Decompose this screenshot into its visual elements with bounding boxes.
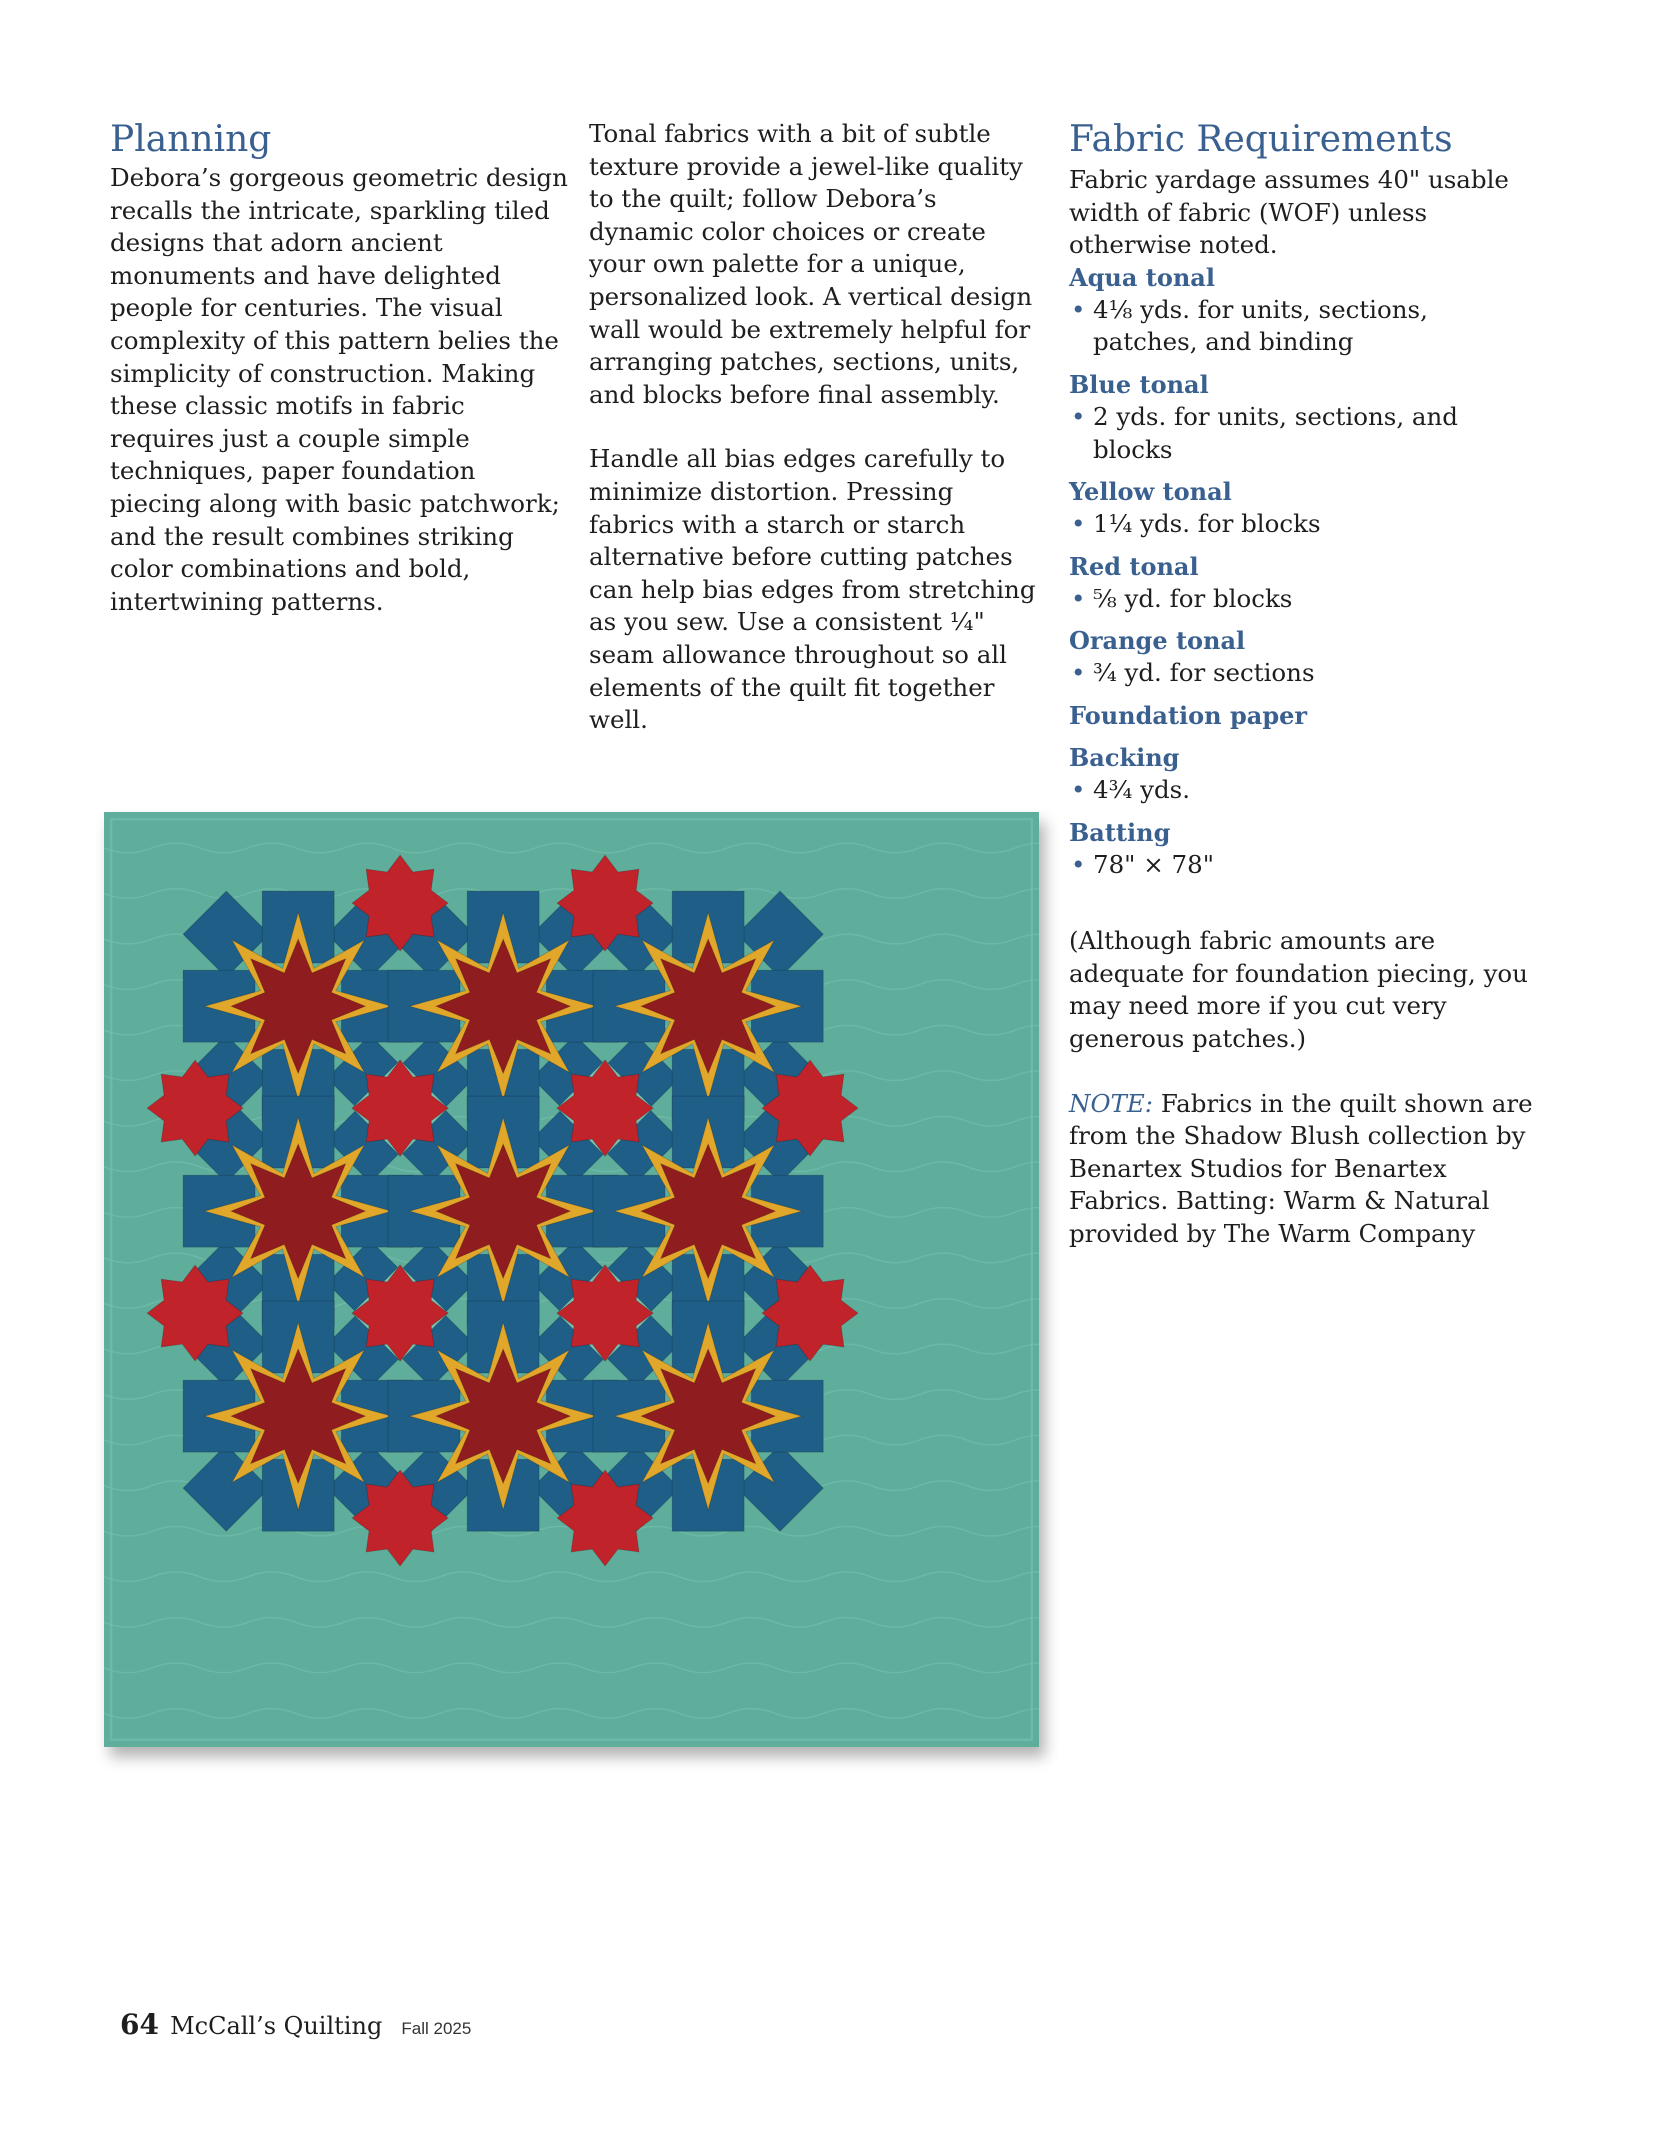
quilt-image: [104, 812, 1039, 1747]
small-red-star: [557, 1265, 653, 1361]
requirement-heading: Foundation paper: [1069, 700, 1308, 730]
requirement-aqua: [1069, 262, 1539, 359]
red-star: [436, 1349, 570, 1483]
requirement-heading: Red tonal: [1069, 551, 1199, 581]
requirement-item: [1069, 508, 1539, 541]
issue-label: Fall 2025: [401, 2019, 472, 2038]
fabric-requirements-column: [1069, 118, 1539, 1250]
requirement-item: [1069, 774, 1539, 807]
requirement-yellow: [1069, 476, 1539, 541]
requirement-heading: Batting: [1069, 817, 1171, 847]
fabric-requirements-heading: Fabric Requirements: [1069, 119, 1453, 160]
red-star: [231, 1144, 365, 1278]
small-red-star: [762, 1060, 858, 1156]
requirement-heading: Yellow tonal: [1069, 477, 1232, 507]
requirement-item: [1069, 849, 1539, 882]
quilt-photo: [104, 812, 1039, 1747]
page-footer: [120, 2008, 471, 2041]
magazine-title: McCall’s Quilting: [170, 2012, 383, 2040]
small-red-star: [352, 855, 448, 951]
small-red-star: [352, 1470, 448, 1566]
bullet-icon: •: [1071, 658, 1086, 688]
requirement-red: [1069, 551, 1539, 616]
planning-heading: Planning: [110, 119, 272, 160]
red-star: [641, 1144, 775, 1278]
fabric-requirements-intro: Fabric yardage assumes 40" usable width of fabric (WOF) unless otherwise noted.: [1069, 165, 1509, 260]
small-red-star: [147, 1265, 243, 1361]
requirement-heading: Aqua tonal: [1069, 262, 1215, 292]
requirement-item: [1069, 401, 1539, 466]
note-text: Fabrics in the quilt shown are from the Shadow Blush collection by Benartex Studios for Benartex Fabrics. Batting: Warm & Natural provided by The Warm Company: [1069, 1088, 1533, 1248]
requirement-heading: Blue tonal: [1069, 369, 1209, 399]
requirement-heading: Orange tonal: [1069, 626, 1246, 656]
tips-column: [589, 118, 1044, 737]
tips-paragraph-1: Tonal fabrics with a bit of subtle texture provide a jewel-like quality to the quilt; follow Debora’s dynamic color choices or create your own palette for a unique, personalized look. A vertical design wall would be extremely helpful for arranging patches, sections, units, and blocks before final assembly.: [589, 119, 1033, 409]
note-label: NOTE:: [1069, 1088, 1154, 1118]
red-star: [231, 1349, 365, 1483]
requirement-item: [1069, 583, 1539, 616]
requirement-batting: [1069, 817, 1539, 882]
requirement-heading: Backing: [1069, 742, 1180, 772]
small-red-star: [352, 1060, 448, 1156]
small-red-star: [762, 1265, 858, 1361]
small-red-star: [557, 1470, 653, 1566]
requirement-text: ⅝ yd. for blocks: [1093, 583, 1293, 613]
requirement-item: [1069, 657, 1539, 690]
requirement-blue: [1069, 369, 1539, 466]
red-star: [436, 1144, 570, 1278]
small-red-star: [147, 1060, 243, 1156]
requirement-item: [1069, 294, 1539, 359]
bullet-icon: •: [1071, 509, 1086, 539]
requirement-orange: [1069, 625, 1539, 690]
fabric-note: [1069, 1088, 1539, 1251]
red-star: [641, 1349, 775, 1483]
requirement-text: 4¾ yds.: [1093, 774, 1191, 804]
bullet-icon: •: [1071, 774, 1086, 804]
bullet-icon: •: [1071, 849, 1086, 879]
requirement-text: 78" × 78": [1093, 849, 1214, 879]
red-star: [641, 939, 775, 1073]
small-red-star: [557, 855, 653, 951]
tips-paragraph-2: Handle all bias edges carefully to minimize distortion. Pressing fabrics with a starch or starch alternative before cutting patches can help bias edges from stretching as you sew. Use a consistent ¼" seam allowance throughout so all elements of the quilt fit together well.: [589, 444, 1036, 735]
red-star: [436, 939, 570, 1073]
planning-column: [110, 118, 570, 618]
page-number: 64: [120, 2008, 159, 2041]
requirement-backing: [1069, 742, 1539, 807]
red-star: [231, 939, 365, 1073]
requirement-text: 2 yds. for units, sections, and blocks: [1093, 401, 1458, 464]
requirement-text: 4⅛ yds. for units, sections, patches, and binding: [1093, 294, 1428, 357]
fabric-note-paren: (Although fabric amounts are adequate for foundation piecing, you may need more if you cut very generous patches.): [1069, 926, 1528, 1053]
requirement-foundation-paper: [1069, 700, 1539, 732]
bullet-icon: •: [1071, 294, 1086, 324]
bullet-icon: •: [1071, 401, 1086, 431]
planning-body: Debora’s gorgeous geometric design recalls the intricate, sparkling tiled designs that adorn ancient monuments and have delighted people for centuries. The visual complexity of this pattern belies the simplicity of construction. Making these classic motifs in fabric requires just a couple simple techniques, paper foundation piecing along with basic patchwork; and the result combines striking color combinations and bold, intertwining patterns.: [110, 163, 568, 616]
small-red-star: [557, 1060, 653, 1156]
small-red-star: [352, 1265, 448, 1361]
bullet-icon: •: [1071, 583, 1086, 613]
requirement-text: ¾ yd. for sections: [1093, 658, 1315, 688]
requirement-text: 1¼ yds. for blocks: [1093, 509, 1321, 539]
